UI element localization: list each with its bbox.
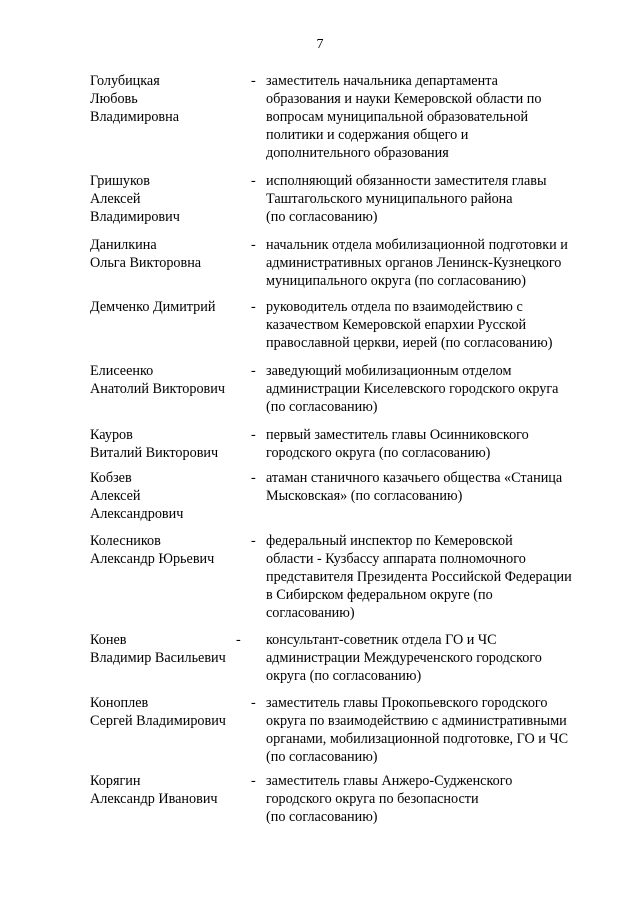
member-position-line: заместитель начальника департамента <box>266 73 498 89</box>
member-position <box>266 469 636 505</box>
member-position-line: городского округа (по согласованию) <box>266 445 491 461</box>
member-name-line: Данилкина <box>90 237 157 253</box>
member-position-line: городского округа по безопасности <box>266 791 479 807</box>
member-name-line: Конев <box>90 632 127 648</box>
member-position-line: вопросам муниципальной образовательной <box>266 109 529 125</box>
member-position <box>266 631 636 685</box>
member-position-line: казачеством Кемеровской епархии Русской <box>266 317 527 333</box>
member-position-line: заместитель главы Анжеро-Судженского <box>266 773 513 789</box>
member-name-line: Алексей <box>90 488 141 504</box>
member-position-line: начальник отдела мобилизационной подготовки и <box>266 237 568 253</box>
member-name-line: Гришуков <box>90 173 150 189</box>
member-name <box>90 426 260 462</box>
member-position-line: (по согласованию) <box>266 809 378 825</box>
member-position-line: Мысковская» (по согласованию) <box>266 488 463 504</box>
member-position <box>266 772 636 826</box>
member-position-line: (по согласованию) <box>266 749 378 765</box>
dash-separator: - <box>251 237 256 253</box>
member-name-line: Анатолий Викторович <box>90 381 225 397</box>
member-position-line: атаман станичного казачьего общества «Станица <box>266 470 563 486</box>
member-name-line: Любовь <box>90 91 138 107</box>
member-name-line: Кауров <box>90 427 133 443</box>
member-name-line: Елисеенко <box>90 363 154 379</box>
member-position <box>266 532 636 622</box>
member-position-line: области - Кузбассу аппарата полномочного <box>266 551 526 567</box>
member-name <box>90 172 260 226</box>
member-name <box>90 631 260 667</box>
member-position-line: администрации Междуреченского городского <box>266 650 542 666</box>
member-name <box>90 362 260 398</box>
member-position-line: дополнительного образования <box>266 145 449 161</box>
dash-separator: - <box>251 299 256 315</box>
dash-separator: - <box>251 695 256 711</box>
member-name <box>90 236 260 272</box>
page-number: 7 <box>316 37 324 52</box>
member-name-line: Демченко Димитрий <box>90 299 216 315</box>
dash-separator: - <box>251 533 256 549</box>
member-position <box>266 694 636 766</box>
member-position-line: в Сибирском федеральном округе (по <box>266 587 493 603</box>
member-name-line: Владимир Васильевич <box>90 650 226 666</box>
member-name <box>90 469 260 523</box>
member-name <box>90 532 260 568</box>
member-position <box>266 362 636 416</box>
member-position-line: консультант-советник отдела ГО и ЧС <box>266 632 497 648</box>
member-position-line: органами, мобилизационной подготовке, ГО и ЧС <box>266 731 569 747</box>
member-position-line: федеральный инспектор по Кемеровской <box>266 533 513 549</box>
member-position-line: исполняющий обязанности заместителя главы <box>266 173 547 189</box>
dash-separator: - <box>251 427 256 443</box>
member-position-line: образования и науки Кемеровской области по <box>266 91 542 107</box>
member-position-line: согласованию) <box>266 605 355 621</box>
member-name-line: Александр Иванович <box>90 791 218 807</box>
member-name <box>90 72 260 126</box>
member-position-line: округа по взаимодействию с административными <box>266 713 567 729</box>
member-name-line: Коноплев <box>90 695 149 711</box>
member-position <box>266 236 636 290</box>
member-name-line: Голубицкая <box>90 73 160 89</box>
member-position-line: руководитель отдела по взаимодействию с <box>266 299 523 315</box>
member-name-line: Виталий Викторович <box>90 445 219 461</box>
member-position-line: представителя Президента Российской Федерации <box>266 569 572 585</box>
member-name <box>90 298 260 316</box>
member-position <box>266 72 636 162</box>
member-position-line: округа (по согласованию) <box>266 668 422 684</box>
member-position-line: администрации Киселевского городского округа <box>266 381 559 397</box>
member-name-line: Сергей Владимирович <box>90 713 226 729</box>
member-position-line: заведующий мобилизационным отделом <box>266 363 512 379</box>
member-position-line: Таштагольского муниципального района <box>266 191 513 207</box>
dash-separator: - <box>251 470 256 486</box>
member-position <box>266 172 636 226</box>
member-position-line: муниципального округа (по согласованию) <box>266 273 526 289</box>
member-position-line: политики и содержания общего и <box>266 127 469 143</box>
member-name-line: Ольга Викторовна <box>90 255 202 271</box>
member-name-line: Александрович <box>90 506 184 522</box>
member-name-line: Алексей <box>90 191 141 207</box>
member-position <box>266 426 636 462</box>
member-position <box>266 298 636 352</box>
member-name-line: Александр Юрьевич <box>90 551 215 567</box>
member-position-line: заместитель главы Прокопьевского городского <box>266 695 548 711</box>
member-name-line: Корягин <box>90 773 141 789</box>
member-name <box>90 694 260 730</box>
member-position-line: административных органов Ленинск-Кузнецкого <box>266 255 562 271</box>
dash-separator: - <box>251 73 256 89</box>
member-name-line: Колесников <box>90 533 161 549</box>
dash-separator: - <box>236 632 241 648</box>
dash-separator: - <box>251 773 256 789</box>
member-position-line: первый заместитель главы Осинниковского <box>266 427 529 443</box>
member-name-line: Владимировна <box>90 109 179 125</box>
dash-separator: - <box>251 363 256 379</box>
member-position-line: (по согласованию) <box>266 209 378 225</box>
dash-separator: - <box>251 173 256 189</box>
member-position-line: (по согласованию) <box>266 399 378 415</box>
member-position-line: православной церкви, иерей (по согласованию) <box>266 335 553 351</box>
member-name-line: Кобзев <box>90 470 132 486</box>
member-name <box>90 772 260 808</box>
member-name-line: Владимирович <box>90 209 180 225</box>
